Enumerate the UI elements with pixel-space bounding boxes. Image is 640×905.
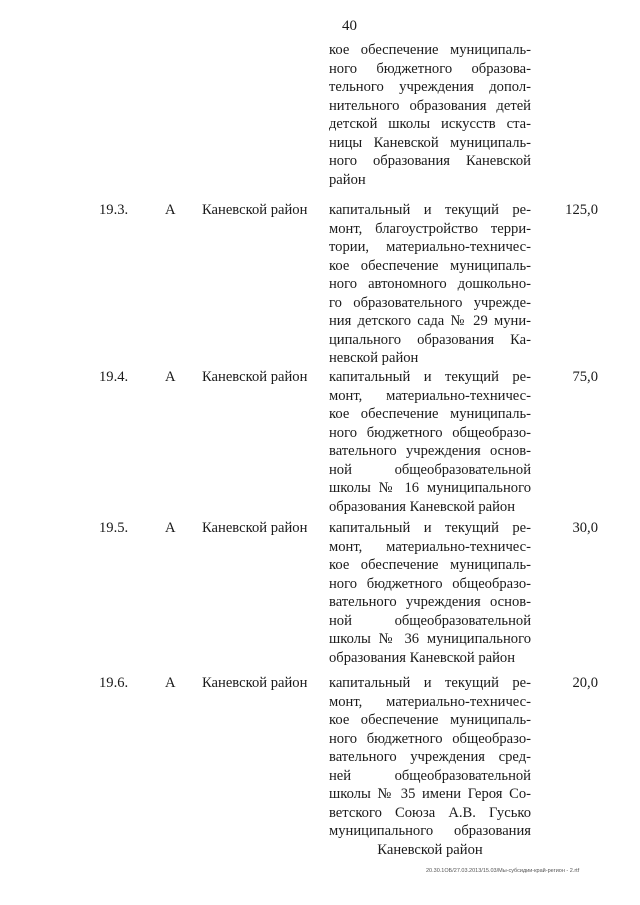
- text-line: кое обеспечение муниципаль-: [329, 557, 531, 573]
- row-number: 19.4.: [99, 369, 129, 385]
- text-line: го образовательного учрежде-: [329, 294, 531, 311]
- row-description: [329, 674, 531, 859]
- text-line: невской район: [329, 350, 419, 366]
- text-line: тории, материально-техничес-: [329, 239, 531, 255]
- text-line: нительного образования детей: [329, 97, 531, 114]
- text-line: муниципального образования: [329, 823, 531, 839]
- text-line: ной общеобразовательной: [329, 612, 531, 629]
- text-line: кое обеспечение муниципаль-: [329, 42, 531, 58]
- row-district: Каневской район: [202, 675, 308, 691]
- text-line: монт, благоустройство терри-: [329, 220, 531, 237]
- text-line: монт, материально-техничес-: [329, 693, 531, 710]
- text-line: образования Каневской район: [329, 498, 516, 515]
- text-line: ной общеобразовательной: [329, 461, 531, 478]
- text-line: вательного учреждения основ-: [329, 594, 531, 610]
- row-district: Каневской район: [202, 520, 308, 536]
- text-line: образования Каневской район: [329, 649, 516, 666]
- page-number: 40: [342, 18, 357, 34]
- text-line: кое обеспечение муниципаль-: [329, 257, 531, 274]
- continuation-text: [329, 41, 531, 189]
- text-line: капитальный и текущий ре-: [329, 675, 531, 691]
- text-line: ного бюджетного общеобразо-: [329, 424, 531, 441]
- text-line: ного бюджетного общеобразо-: [329, 730, 531, 747]
- document-footer: 20.30.1ОБ/27.03.2013/15.03/Мы-субсидии-край-регион - 2.rtf: [426, 868, 580, 874]
- text-line: капитальный и текущий ре-: [329, 520, 531, 536]
- text-line: ветского Союза А.В. Гусько: [329, 804, 531, 821]
- text-line: монт, материально-техничес-: [329, 387, 531, 404]
- row-category: А: [165, 675, 176, 691]
- text-line: ницы Каневской муниципаль-: [329, 134, 531, 151]
- text-line: детской школы искусств ста-: [329, 116, 531, 132]
- row-category: А: [165, 369, 176, 385]
- row-number: 19.5.: [99, 520, 129, 536]
- text-line: вательного учреждения основ-: [329, 443, 531, 459]
- text-line: ния детского сада № 29 муни-: [329, 313, 531, 329]
- row-amount: 20,0: [572, 675, 598, 691]
- row-category: А: [165, 202, 176, 218]
- row-district: Каневской район: [202, 369, 308, 385]
- text-line: ного бюджетного общеобразо-: [329, 575, 531, 592]
- text-line: школы № 35 имени Героя Со-: [329, 786, 531, 802]
- text-line: ного бюджетного образова-: [329, 60, 531, 77]
- text-line: ней общеобразовательной: [329, 767, 531, 784]
- text-line: Каневской район: [377, 841, 483, 858]
- row-district: Каневской район: [202, 202, 308, 218]
- row-description: [329, 368, 531, 516]
- text-line: тельного учреждения допол-: [329, 79, 531, 95]
- text-line: кое обеспечение муниципаль-: [329, 406, 531, 422]
- row-amount: 30,0: [572, 520, 598, 536]
- row-description: [329, 519, 531, 667]
- text-line: монт, материально-техничес-: [329, 538, 531, 555]
- text-line: район: [329, 171, 366, 188]
- row-number: 19.3.: [99, 202, 129, 218]
- text-line: ного образования Каневской: [329, 153, 531, 169]
- text-line: школы № 36 муниципального: [329, 631, 531, 647]
- row-description: [329, 201, 531, 368]
- row-amount: 125,0: [565, 202, 598, 218]
- text-line: капитальный и текущий ре-: [329, 369, 531, 385]
- text-line: школы № 16 муниципального: [329, 480, 531, 496]
- text-line: капитальный и текущий ре-: [329, 202, 531, 218]
- text-line: вательного учреждения сред-: [329, 749, 531, 765]
- row-number: 19.6.: [99, 675, 129, 691]
- text-line: ципального образования Ка-: [329, 331, 531, 348]
- row-amount: 75,0: [572, 369, 598, 385]
- row-category: А: [165, 520, 176, 536]
- text-line: ного автономного дошкольно-: [329, 276, 531, 292]
- text-line: кое обеспечение муниципаль-: [329, 712, 531, 728]
